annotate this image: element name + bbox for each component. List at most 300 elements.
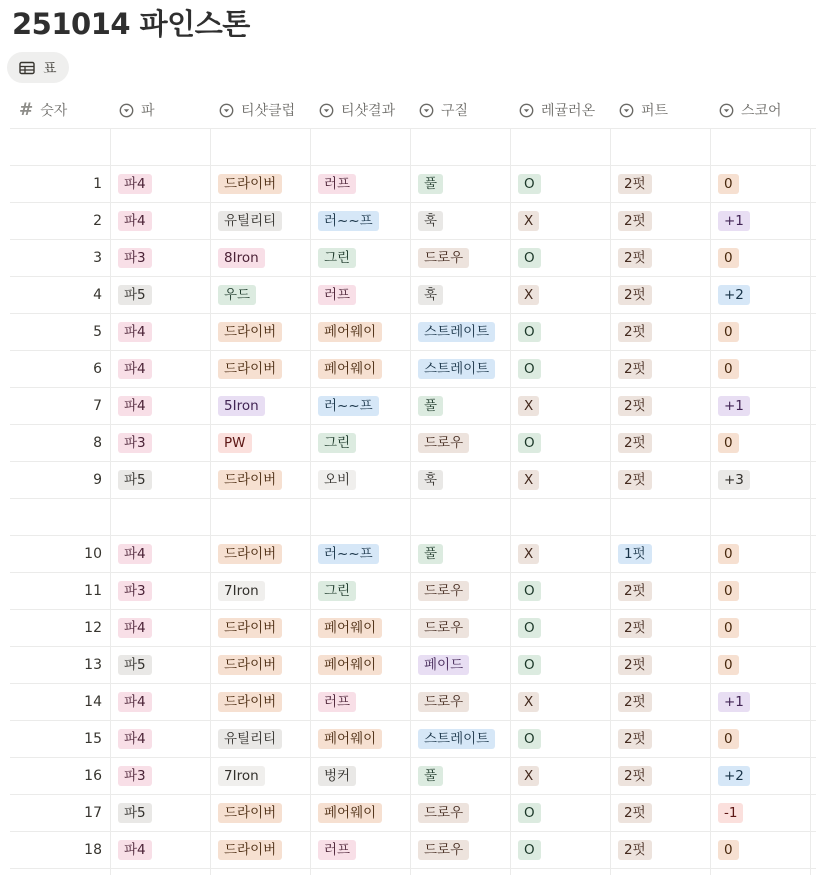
cell-score[interactable] [710,203,810,239]
result-tag: 러~~프 [318,211,379,231]
cell-club[interactable] [210,610,310,646]
hole-number[interactable]: 6 [93,361,102,377]
hole-number[interactable]: 15 [84,731,102,747]
table-row[interactable] [10,351,816,388]
shape-tag: 페이드 [418,655,469,675]
score-tag: 0 [718,655,739,675]
shape-tag: 드로우 [418,433,469,453]
putt-tag: 1펏 [618,544,652,564]
table-row[interactable] [10,462,816,499]
cell-gir[interactable] [510,573,610,609]
table-icon [19,61,35,75]
cell-club[interactable] [210,647,310,683]
result-tag: 그린 [318,581,356,601]
par-tag: 파4 [118,618,152,638]
cell-club[interactable] [210,832,310,868]
table-row[interactable] [10,425,816,462]
cell-par[interactable] [110,795,210,831]
cell-putt[interactable] [610,425,710,461]
table-row[interactable] [10,314,816,351]
result-tag: 러프 [318,840,356,860]
cell-score[interactable] [710,721,810,757]
table-row[interactable] [10,758,816,795]
club-tag: 드라이버 [218,470,282,490]
cell-score[interactable] [710,351,810,387]
cell-gir[interactable] [510,314,610,350]
cell-shape[interactable] [410,425,510,461]
result-tag: 러프 [318,285,356,305]
cell-par[interactable] [110,758,210,794]
column-header-putt[interactable] [610,92,710,128]
select-icon [419,103,434,118]
cell-score[interactable] [710,573,810,609]
cell-club[interactable] [210,240,310,276]
gir-tag: O [518,618,541,638]
cell-result[interactable] [310,314,410,350]
cell-par[interactable] [110,351,210,387]
cell-shape[interactable] [410,832,510,868]
putt-tag: 2펏 [618,655,652,675]
cell-putt[interactable] [610,277,710,313]
score-tag: +2 [718,766,750,786]
club-tag: 드라이버 [218,692,282,712]
club-tag: 드라이버 [218,840,282,860]
result-tag: 러~~프 [318,544,379,564]
cell-gir[interactable] [510,721,610,757]
column-header-score[interactable] [710,92,810,128]
hole-number[interactable]: 17 [84,805,102,821]
club-tag: 7Iron [218,581,265,601]
cell-shape[interactable] [410,462,510,498]
cell-par[interactable] [110,425,210,461]
select-icon [619,103,634,118]
page-title: 251014 파인스톤 [12,7,250,41]
par-tag: 파4 [118,692,152,712]
cell-score[interactable] [710,166,810,202]
par-tag: 파4 [118,840,152,860]
column-divider [210,129,211,875]
column-header-result[interactable] [310,92,410,128]
cell-club[interactable] [210,721,310,757]
table-row[interactable] [10,240,816,277]
cell-shape[interactable] [410,240,510,276]
putt-tag: 2펏 [618,285,652,305]
putt-tag: 2펏 [618,581,652,601]
club-tag: PW [218,433,252,453]
score-tag: 0 [718,729,739,749]
gir-tag: O [518,655,541,675]
club-tag: 5Iron [218,396,265,416]
column-divider [410,129,411,875]
table-row[interactable] [10,277,816,314]
putt-tag: 2펏 [618,248,652,268]
cell-putt[interactable] [610,832,710,868]
club-tag: 드라이버 [218,618,282,638]
par-tag: 파3 [118,766,152,786]
cell-result[interactable] [310,388,410,424]
club-tag: 유틸리티 [218,729,282,749]
hole-number[interactable]: 4 [93,287,102,303]
cell-putt[interactable] [610,203,710,239]
cell-par[interactable] [110,573,210,609]
par-tag: 파4 [118,544,152,564]
cell-score[interactable] [710,832,810,868]
score-tag: 0 [718,618,739,638]
putt-tag: 2펏 [618,729,652,749]
cell-result[interactable] [310,758,410,794]
cell-putt[interactable] [610,758,710,794]
par-tag: 파5 [118,655,152,675]
hole-number[interactable]: 2 [93,213,102,229]
club-tag: 7Iron [218,766,265,786]
cell-club[interactable] [210,166,310,202]
cell-shape[interactable] [410,203,510,239]
par-tag: 파4 [118,174,152,194]
cell-club[interactable] [210,758,310,794]
cell-putt[interactable] [610,647,710,683]
putt-tag: 2펏 [618,174,652,194]
cell-score[interactable] [710,647,810,683]
gir-tag: X [518,285,539,305]
cell-putt[interactable] [610,573,710,609]
column-divider [310,129,311,875]
score-tag: -1 [718,803,743,823]
gir-tag: X [518,211,539,231]
hole-number[interactable]: 7 [93,398,102,414]
result-tag: 벙커 [318,766,356,786]
shape-tag: 풀 [418,766,443,786]
column-divider [710,129,711,875]
cell-shape[interactable] [410,573,510,609]
table-row[interactable] [10,203,816,240]
table-row[interactable] [10,610,816,647]
hash-icon: # [19,100,34,120]
cell-par[interactable] [110,277,210,313]
cell-club[interactable] [210,314,310,350]
shape-tag: 드로우 [418,581,469,601]
hole-number[interactable]: 3 [93,250,102,266]
column-header-label: 파 [141,103,155,119]
cell-result[interactable] [310,277,410,313]
hole-number[interactable]: 1 [93,176,102,192]
column-header-label: 티샷결과 [341,103,396,119]
column-divider [110,129,111,875]
cell-putt[interactable] [610,795,710,831]
hole-number[interactable]: 10 [84,546,102,562]
par-tag: 파5 [118,803,152,823]
cell-gir[interactable] [510,832,610,868]
par-tag: 파3 [118,581,152,601]
cell-result[interactable] [310,832,410,868]
putt-tag: 2펏 [618,840,652,860]
table-row[interactable] [10,573,816,610]
cell-result[interactable] [310,536,410,572]
cell-gir[interactable] [510,203,610,239]
cell-gir[interactable] [510,351,610,387]
cell-score[interactable] [710,536,810,572]
gir-tag: X [518,766,539,786]
club-tag: 드라이버 [218,322,282,342]
shape-tag: 풀 [418,174,443,194]
cell-gir[interactable] [510,536,610,572]
cell-club[interactable] [210,425,310,461]
cell-club[interactable] [210,203,310,239]
gir-tag: O [518,174,541,194]
hole-number[interactable]: 8 [93,435,102,451]
score-tag: 0 [718,581,739,601]
cell-shape[interactable] [410,388,510,424]
cell-putt[interactable] [610,351,710,387]
gir-tag: X [518,470,539,490]
shape-tag: 드로우 [418,840,469,860]
cell-putt[interactable] [610,684,710,720]
cell-result[interactable] [310,573,410,609]
cell-gir[interactable] [510,647,610,683]
result-tag: 페어웨이 [318,803,382,823]
cell-par[interactable] [110,240,210,276]
result-tag: 페어웨이 [318,359,382,379]
cell-shape[interactable] [410,536,510,572]
cell-par[interactable] [110,314,210,350]
shape-tag: 풀 [418,544,443,564]
cell-result[interactable] [310,166,410,202]
cell-club[interactable] [210,351,310,387]
par-tag: 파3 [118,433,152,453]
cell-result[interactable] [310,240,410,276]
column-header-shape[interactable] [410,92,510,128]
table-row[interactable] [10,721,816,758]
cell-score[interactable] [710,240,810,276]
putt-tag: 2펏 [618,618,652,638]
column-header-label: 스코어 [741,103,782,119]
column-header-label: 숫자 [40,103,68,119]
cell-putt[interactable] [610,721,710,757]
cell-gir[interactable] [510,425,610,461]
column-divider [510,129,511,875]
cell-gir[interactable] [510,684,610,720]
cell-shape[interactable] [410,610,510,646]
hole-number[interactable]: 11 [84,583,102,599]
cell-score[interactable] [710,795,810,831]
score-tag: 0 [718,174,739,194]
cell-shape[interactable] [410,721,510,757]
par-tag: 파4 [118,359,152,379]
cell-result[interactable] [310,684,410,720]
cell-gir[interactable] [510,240,610,276]
column-header-par[interactable] [110,92,210,128]
shape-tag: 풀 [418,396,443,416]
cell-shape[interactable] [410,277,510,313]
cell-result[interactable] [310,647,410,683]
shape-tag: 스트레이트 [418,322,495,342]
cell-score[interactable] [710,277,810,313]
par-tag: 파3 [118,248,152,268]
cell-result[interactable] [310,203,410,239]
cell-score[interactable] [710,314,810,350]
cell-par[interactable] [110,166,210,202]
cell-par[interactable] [110,832,210,868]
result-tag: 페어웨이 [318,655,382,675]
cell-par[interactable] [110,647,210,683]
column-header-label: 퍼트 [641,103,669,119]
score-tag: 0 [718,322,739,342]
club-tag: 드라이버 [218,174,282,194]
empty-row[interactable] [10,499,816,536]
cell-result[interactable] [310,795,410,831]
shape-tag: 드로우 [418,692,469,712]
par-tag: 파5 [118,285,152,305]
score-tag: +3 [718,470,750,490]
cell-shape[interactable] [410,684,510,720]
cell-gir[interactable] [510,277,610,313]
cell-shape[interactable] [410,314,510,350]
view-tab-label: 표 [43,60,57,77]
cell-score[interactable] [710,684,810,720]
gir-tag: X [518,544,539,564]
cell-club[interactable] [210,795,310,831]
cell-par[interactable] [110,462,210,498]
column-header-label: 티샷클럽 [241,103,296,119]
gir-tag: O [518,359,541,379]
hole-number[interactable]: 5 [93,324,102,340]
cell-gir[interactable] [510,758,610,794]
table-row[interactable] [10,388,816,425]
par-tag: 파5 [118,470,152,490]
par-tag: 파4 [118,729,152,749]
cell-gir[interactable] [510,388,610,424]
score-tag: +1 [718,692,750,712]
cell-putt[interactable] [610,536,710,572]
gir-tag: O [518,433,541,453]
column-header-label: 구질 [441,103,469,119]
table-row[interactable] [10,684,816,721]
gir-tag: O [518,248,541,268]
result-tag: 그린 [318,433,356,453]
putt-tag: 2펏 [618,211,652,231]
result-tag: 오비 [318,470,356,490]
table-row[interactable] [10,795,816,832]
cell-gir[interactable] [510,610,610,646]
cell-shape[interactable] [410,795,510,831]
cell-par[interactable] [110,388,210,424]
cell-gir[interactable] [510,795,610,831]
hole-number[interactable]: 12 [84,620,102,636]
score-tag: 0 [718,544,739,564]
cell-result[interactable] [310,351,410,387]
cell-putt[interactable] [610,166,710,202]
club-tag: 드라이버 [218,544,282,564]
cell-score[interactable] [710,425,810,461]
cell-par[interactable] [110,684,210,720]
cell-putt[interactable] [610,314,710,350]
cell-club[interactable] [210,573,310,609]
club-tag: 드라이버 [218,655,282,675]
cell-putt[interactable] [610,462,710,498]
table-row[interactable] [10,647,816,684]
cell-gir[interactable] [510,166,610,202]
cell-shape[interactable] [410,166,510,202]
score-tag: 0 [718,248,739,268]
select-icon [719,103,734,118]
club-tag: 유틸리티 [218,211,282,231]
gir-tag: O [518,581,541,601]
shape-tag: 훅 [418,470,443,490]
table-header [10,92,816,129]
result-tag: 러프 [318,174,356,194]
table-row[interactable] [10,536,816,573]
empty-row[interactable] [10,129,816,166]
par-tag: 파4 [118,211,152,231]
cell-score[interactable] [710,758,810,794]
hole-number[interactable]: 13 [84,657,102,673]
shape-tag: 스트레이트 [418,729,495,749]
cell-par[interactable] [110,536,210,572]
cell-par[interactable] [110,203,210,239]
cell-club[interactable] [210,536,310,572]
cell-result[interactable] [310,610,410,646]
cell-shape[interactable] [410,351,510,387]
gir-tag: O [518,840,541,860]
cell-result[interactable] [310,721,410,757]
score-tag: 0 [718,840,739,860]
cell-putt[interactable] [610,610,710,646]
column-header-num[interactable] [10,92,110,128]
hole-number[interactable]: 9 [93,472,102,488]
shape-tag: 드로우 [418,803,469,823]
cell-shape[interactable] [410,647,510,683]
cell-gir[interactable] [510,462,610,498]
view-tab-table[interactable] [7,52,69,83]
gir-tag: O [518,729,541,749]
table-row[interactable] [10,166,816,203]
cell-club[interactable] [210,388,310,424]
cell-score[interactable] [710,462,810,498]
cell-result[interactable] [310,425,410,461]
shape-tag: 드로우 [418,618,469,638]
hole-number[interactable]: 18 [84,842,102,858]
putt-tag: 2펏 [618,359,652,379]
cell-result[interactable] [310,462,410,498]
cell-score[interactable] [710,388,810,424]
column-divider [810,129,811,875]
shape-tag: 훅 [418,211,443,231]
gir-tag: O [518,803,541,823]
hole-number[interactable]: 14 [84,694,102,710]
result-tag: 그린 [318,248,356,268]
select-icon [219,103,234,118]
cell-club[interactable] [210,462,310,498]
par-tag: 파4 [118,322,152,342]
cell-putt[interactable] [610,240,710,276]
par-tag: 파4 [118,396,152,416]
club-tag: 8Iron [218,248,265,268]
cell-par[interactable] [110,721,210,757]
cell-shape[interactable] [410,758,510,794]
score-tag: 0 [718,433,739,453]
cell-club[interactable] [210,277,310,313]
column-header-gir[interactable] [510,92,610,128]
select-icon [519,103,534,118]
shape-tag: 드로우 [418,248,469,268]
hole-number[interactable]: 16 [84,768,102,784]
cell-score[interactable] [710,610,810,646]
table-row[interactable] [10,832,816,869]
cell-club[interactable] [210,684,310,720]
cell-putt[interactable] [610,388,710,424]
result-tag: 러~~프 [318,396,379,416]
cell-par[interactable] [110,610,210,646]
column-header-club[interactable] [210,92,310,128]
